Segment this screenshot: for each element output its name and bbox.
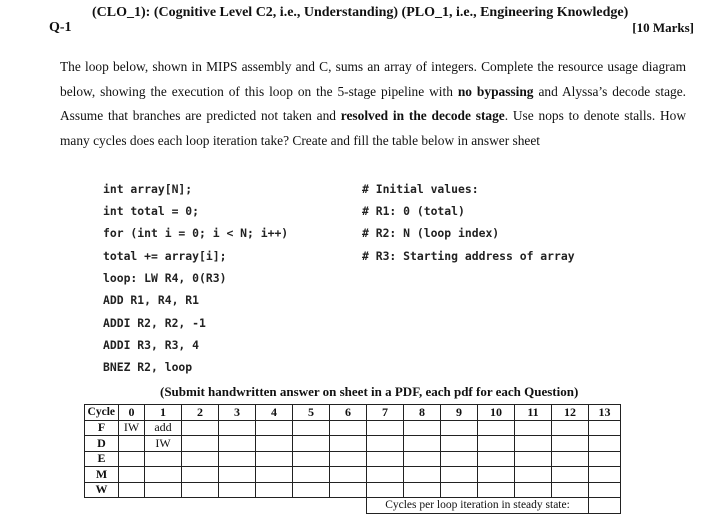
code-comment: # Initial values: (362, 182, 479, 196)
cycle-number: 10 (478, 405, 515, 421)
table-cell (441, 420, 478, 436)
table-cell (330, 467, 367, 483)
table-cell (219, 420, 256, 436)
empty-cell (219, 498, 256, 514)
c-code-line: total += array[i]; (103, 249, 227, 263)
table-cell (256, 436, 293, 452)
table-cell (552, 436, 589, 452)
asm-code-line: ADDI R2, R2, -1 (103, 316, 206, 330)
table-cell (404, 420, 441, 436)
cycle-number: 1 (145, 405, 182, 421)
question-text-part3: . Use nops to denote stalls. How many cycles does each loop iteration take? Create and fill the table below in answer sheet (60, 108, 686, 148)
table-cell (293, 467, 330, 483)
table-cell (367, 467, 404, 483)
cycle-number: 6 (330, 405, 367, 421)
table-cell (330, 420, 367, 436)
table-cell (404, 467, 441, 483)
stage-label: E (85, 451, 119, 467)
marks-label: [10 Marks] (632, 20, 694, 35)
table-cell (441, 467, 478, 483)
table-cell (182, 436, 219, 452)
empty-cell (119, 498, 145, 514)
table-cell (515, 420, 552, 436)
empty-cell (85, 498, 119, 514)
table-cell (589, 482, 621, 498)
empty-cell (256, 498, 293, 514)
table-cell (293, 451, 330, 467)
cycle-number: 8 (404, 405, 441, 421)
c-code-line: for (int i = 0; i < N; i++) (103, 226, 289, 240)
table-cell (145, 451, 182, 467)
table-cell (182, 451, 219, 467)
table-cell (256, 451, 293, 467)
table-cell (441, 451, 478, 467)
table-cell: IW (145, 436, 182, 452)
question-text (60, 55, 686, 153)
table-cell (219, 482, 256, 498)
question-text-part2: and Alyssa’s decode stage. Assume that branches are predicted not taken and (60, 83, 686, 124)
asm-code-line: BNEZ R2, loop (103, 360, 193, 374)
table-cell (478, 467, 515, 483)
table-cell (330, 436, 367, 452)
stage-row-memory (85, 467, 621, 483)
stage-row-writeback (85, 482, 621, 498)
table-cell (515, 482, 552, 498)
table-cell (478, 436, 515, 452)
table-cell (404, 436, 441, 452)
question-emphasis-resolved-decode: resolved in the decode stage (340, 108, 505, 124)
table-cell (119, 482, 145, 498)
header-title: (CLO_1): (Cognitive Level C2, i.e., Understanding) (PLO_1, i.e., Engineering Knowledge) (92, 5, 629, 20)
table-cell (478, 482, 515, 498)
empty-cell (293, 498, 330, 514)
question-emphasis-no-bypassing: no bypassing (457, 83, 534, 99)
code-comment: # R3: Starting address of array (362, 249, 575, 263)
table-cell (404, 451, 441, 467)
empty-cell (330, 498, 367, 514)
cycle-number: 9 (441, 405, 478, 421)
table-cell (119, 436, 145, 452)
asm-code-line: ADD R1, R4, R1 (103, 293, 200, 307)
stage-label: F (85, 420, 119, 436)
table-cell (182, 467, 219, 483)
table-cell (552, 451, 589, 467)
c-code-line: int array[N]; (103, 182, 193, 196)
table-cell (293, 436, 330, 452)
cycles-per-iteration-row (85, 498, 621, 514)
table-cell (478, 451, 515, 467)
table-cell (589, 451, 621, 467)
c-code-line: int total = 0; (103, 204, 200, 218)
table-cell (515, 436, 552, 452)
table-cell (478, 420, 515, 436)
stage-row-fetch (85, 420, 621, 436)
table-cell (219, 467, 256, 483)
cycle-number: 4 (256, 405, 293, 421)
table-cell (219, 451, 256, 467)
table-cell (589, 436, 621, 452)
table-cell (515, 467, 552, 483)
table-cell (293, 420, 330, 436)
table-cell: IW (119, 420, 145, 436)
table-cell (589, 467, 621, 483)
asm-code-line: ADDI R3, R3, 4 (103, 338, 200, 352)
table-cell (552, 420, 589, 436)
table-cell (367, 482, 404, 498)
table-cell (182, 482, 219, 498)
question-number: Q-1 (49, 20, 72, 35)
table-cell (119, 451, 145, 467)
table-cell (256, 420, 293, 436)
table-cell (441, 482, 478, 498)
cycle-number: 7 (367, 405, 404, 421)
table-cell (145, 467, 182, 483)
code-comment: # R2: N (loop index) (362, 226, 500, 240)
stage-label: W (85, 482, 119, 498)
question-text-part1: The loop below, shown in MIPS assembly and C, sums an array of integers. Complete the resource usage diagram below, showing the execution of this loop on the 5-stage pipeline with (60, 59, 686, 99)
cycle-number: 2 (182, 405, 219, 421)
table-cell (367, 451, 404, 467)
table-cell (119, 467, 145, 483)
cycles-per-iteration-label: Cycles per loop iteration in steady state: (367, 498, 589, 514)
cycle-number: 5 (293, 405, 330, 421)
cycle-number: 3 (219, 405, 256, 421)
table-cell (330, 482, 367, 498)
table-header-row (85, 405, 621, 421)
table-cell (330, 451, 367, 467)
table-cell (256, 482, 293, 498)
code-comment: # R1: 0 (total) (362, 204, 465, 218)
table-cell (552, 467, 589, 483)
table-cell (515, 451, 552, 467)
cycle-number: 12 (552, 405, 589, 421)
submit-note: (Submit handwritten answer on sheet in a PDF, each pdf for each Question) (160, 384, 579, 399)
cycle-number: 13 (589, 405, 621, 421)
table-cell (219, 436, 256, 452)
table-cell (589, 420, 621, 436)
table-cell (367, 420, 404, 436)
table-cell (367, 436, 404, 452)
stage-row-execute (85, 451, 621, 467)
table-cell (404, 482, 441, 498)
table-cell (293, 482, 330, 498)
cycle-header: Cycle (85, 405, 119, 421)
asm-code-line: loop: LW R4, 0(R3) (103, 271, 227, 285)
cycles-per-iteration-answer[interactable] (589, 498, 621, 514)
stage-row-decode (85, 436, 621, 452)
empty-cell (145, 498, 182, 514)
cycle-number: 11 (515, 405, 552, 421)
table-cell: add (145, 420, 182, 436)
table-cell (552, 482, 589, 498)
stage-label: D (85, 436, 119, 452)
pipeline-table (84, 404, 621, 514)
empty-cell (182, 498, 219, 514)
table-cell (145, 482, 182, 498)
table-cell (441, 436, 478, 452)
table-cell (256, 467, 293, 483)
table-cell (182, 420, 219, 436)
cycle-number: 0 (119, 405, 145, 421)
stage-label: M (85, 467, 119, 483)
